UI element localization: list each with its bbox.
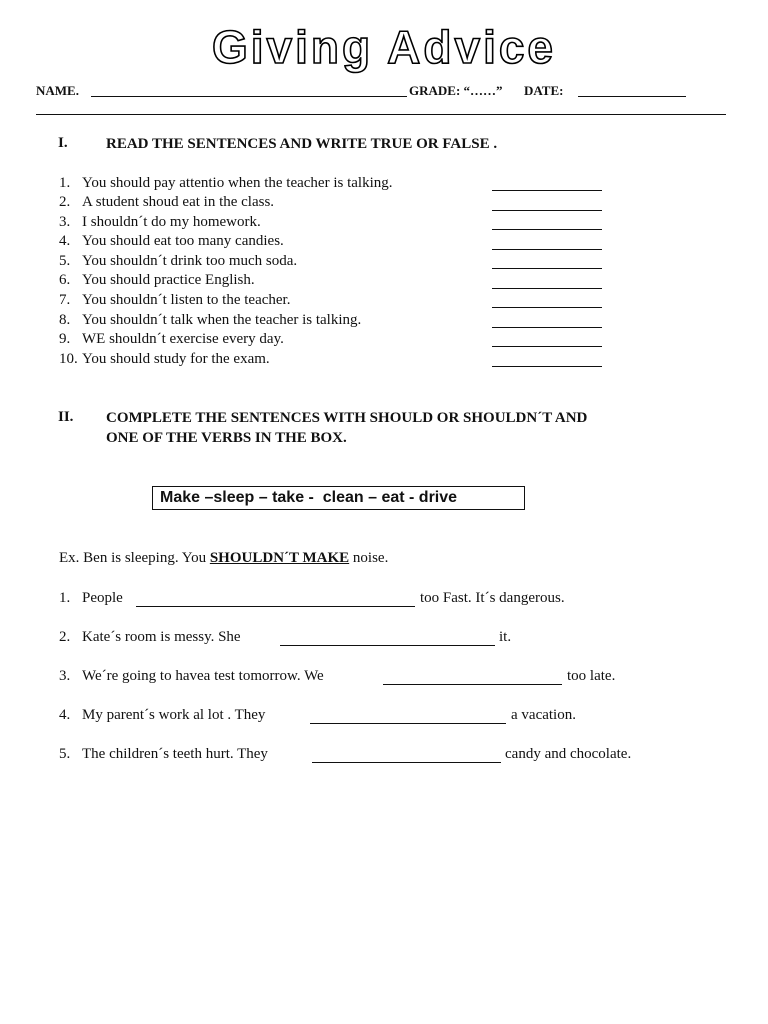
fill-blank[interactable] — [280, 645, 495, 646]
section2-instruction-line1: COMPLETE THE SENTENCES WITH SHOULD OR SHOULDN´T AND — [106, 410, 588, 426]
answer-blank[interactable] — [492, 268, 602, 269]
answer-blank[interactable] — [492, 307, 602, 308]
list-item: 5. The children´s teeth hurt. They — [59, 746, 268, 762]
verb-list: Make –sleep – take - clean – eat - drive — [160, 489, 458, 506]
sentence-end: it. — [499, 629, 512, 645]
fill-blank[interactable] — [312, 762, 501, 763]
list-item: 2. A student shoud eat in the class. — [59, 194, 275, 210]
list-item: 6. You should practice English. — [59, 272, 255, 288]
fill-blank[interactable] — [310, 723, 506, 724]
list-item: 1. You should pay attentio when the teacher is talking. — [59, 175, 393, 191]
list-item: 8. You shouldn´t talk when the teacher is talking. — [59, 312, 362, 328]
list-item: 7. You shouldn´t listen to the teacher. — [59, 292, 291, 308]
example-answer: SHOULDN´T MAKE — [209, 550, 350, 566]
answer-blank[interactable] — [492, 249, 602, 250]
list-item: 4. You should eat too many candies. — [59, 233, 284, 249]
verb-box — [152, 486, 525, 510]
section1-instruction: READ THE SENTENCES AND WRITE TRUE OR FALSE . — [106, 136, 498, 152]
date-field[interactable] — [578, 96, 686, 97]
header-divider — [36, 114, 726, 115]
list-item: 1. People — [59, 590, 123, 606]
name-field[interactable] — [91, 96, 407, 97]
sentence-end: too Fast. It´s dangerous. — [420, 590, 565, 606]
answer-blank[interactable] — [492, 366, 602, 367]
answer-blank[interactable] — [492, 190, 602, 191]
sentence-end: candy and chocolate. — [505, 746, 632, 762]
sentence-end: a vacation. — [511, 707, 576, 723]
fill-blank[interactable] — [383, 684, 562, 685]
list-item: 3. I shouldn´t do my homework. — [59, 214, 261, 230]
answer-blank[interactable] — [492, 327, 602, 328]
section2-instruction-line2: ONE OF THE VERBS IN THE BOX. — [106, 430, 347, 446]
list-item: 5. You shouldn´t drink too much soda. — [59, 253, 298, 269]
name-label: NAME. — [36, 83, 79, 98]
grade-label: GRADE: “……” — [409, 83, 503, 98]
list-item: 4. My parent´s work al lot . They — [59, 707, 266, 723]
section1-number: I. — [58, 135, 68, 151]
answer-blank[interactable] — [492, 210, 602, 211]
list-item: 10. You should study for the exam. — [59, 351, 270, 367]
list-item: 2. Kate´s room is messy. She — [59, 629, 241, 645]
worksheet-title: Giving Advice — [211, 21, 557, 73]
answer-blank[interactable] — [492, 288, 602, 289]
section2-number: II. — [58, 409, 74, 425]
fill-blank[interactable] — [136, 606, 415, 607]
answer-blank[interactable] — [492, 346, 602, 347]
answer-blank[interactable] — [492, 229, 602, 230]
example-sentence: Ex. Ben is sleeping. You SHOULDN´T MAKE noise. — [59, 550, 389, 566]
date-label: DATE: — [524, 83, 564, 98]
list-item: 3. We´re going to havea test tomorrow. We — [59, 668, 324, 684]
sentence-end: too late. — [567, 668, 616, 684]
list-item: 9. WE shouldn´t exercise every day. — [59, 331, 284, 347]
